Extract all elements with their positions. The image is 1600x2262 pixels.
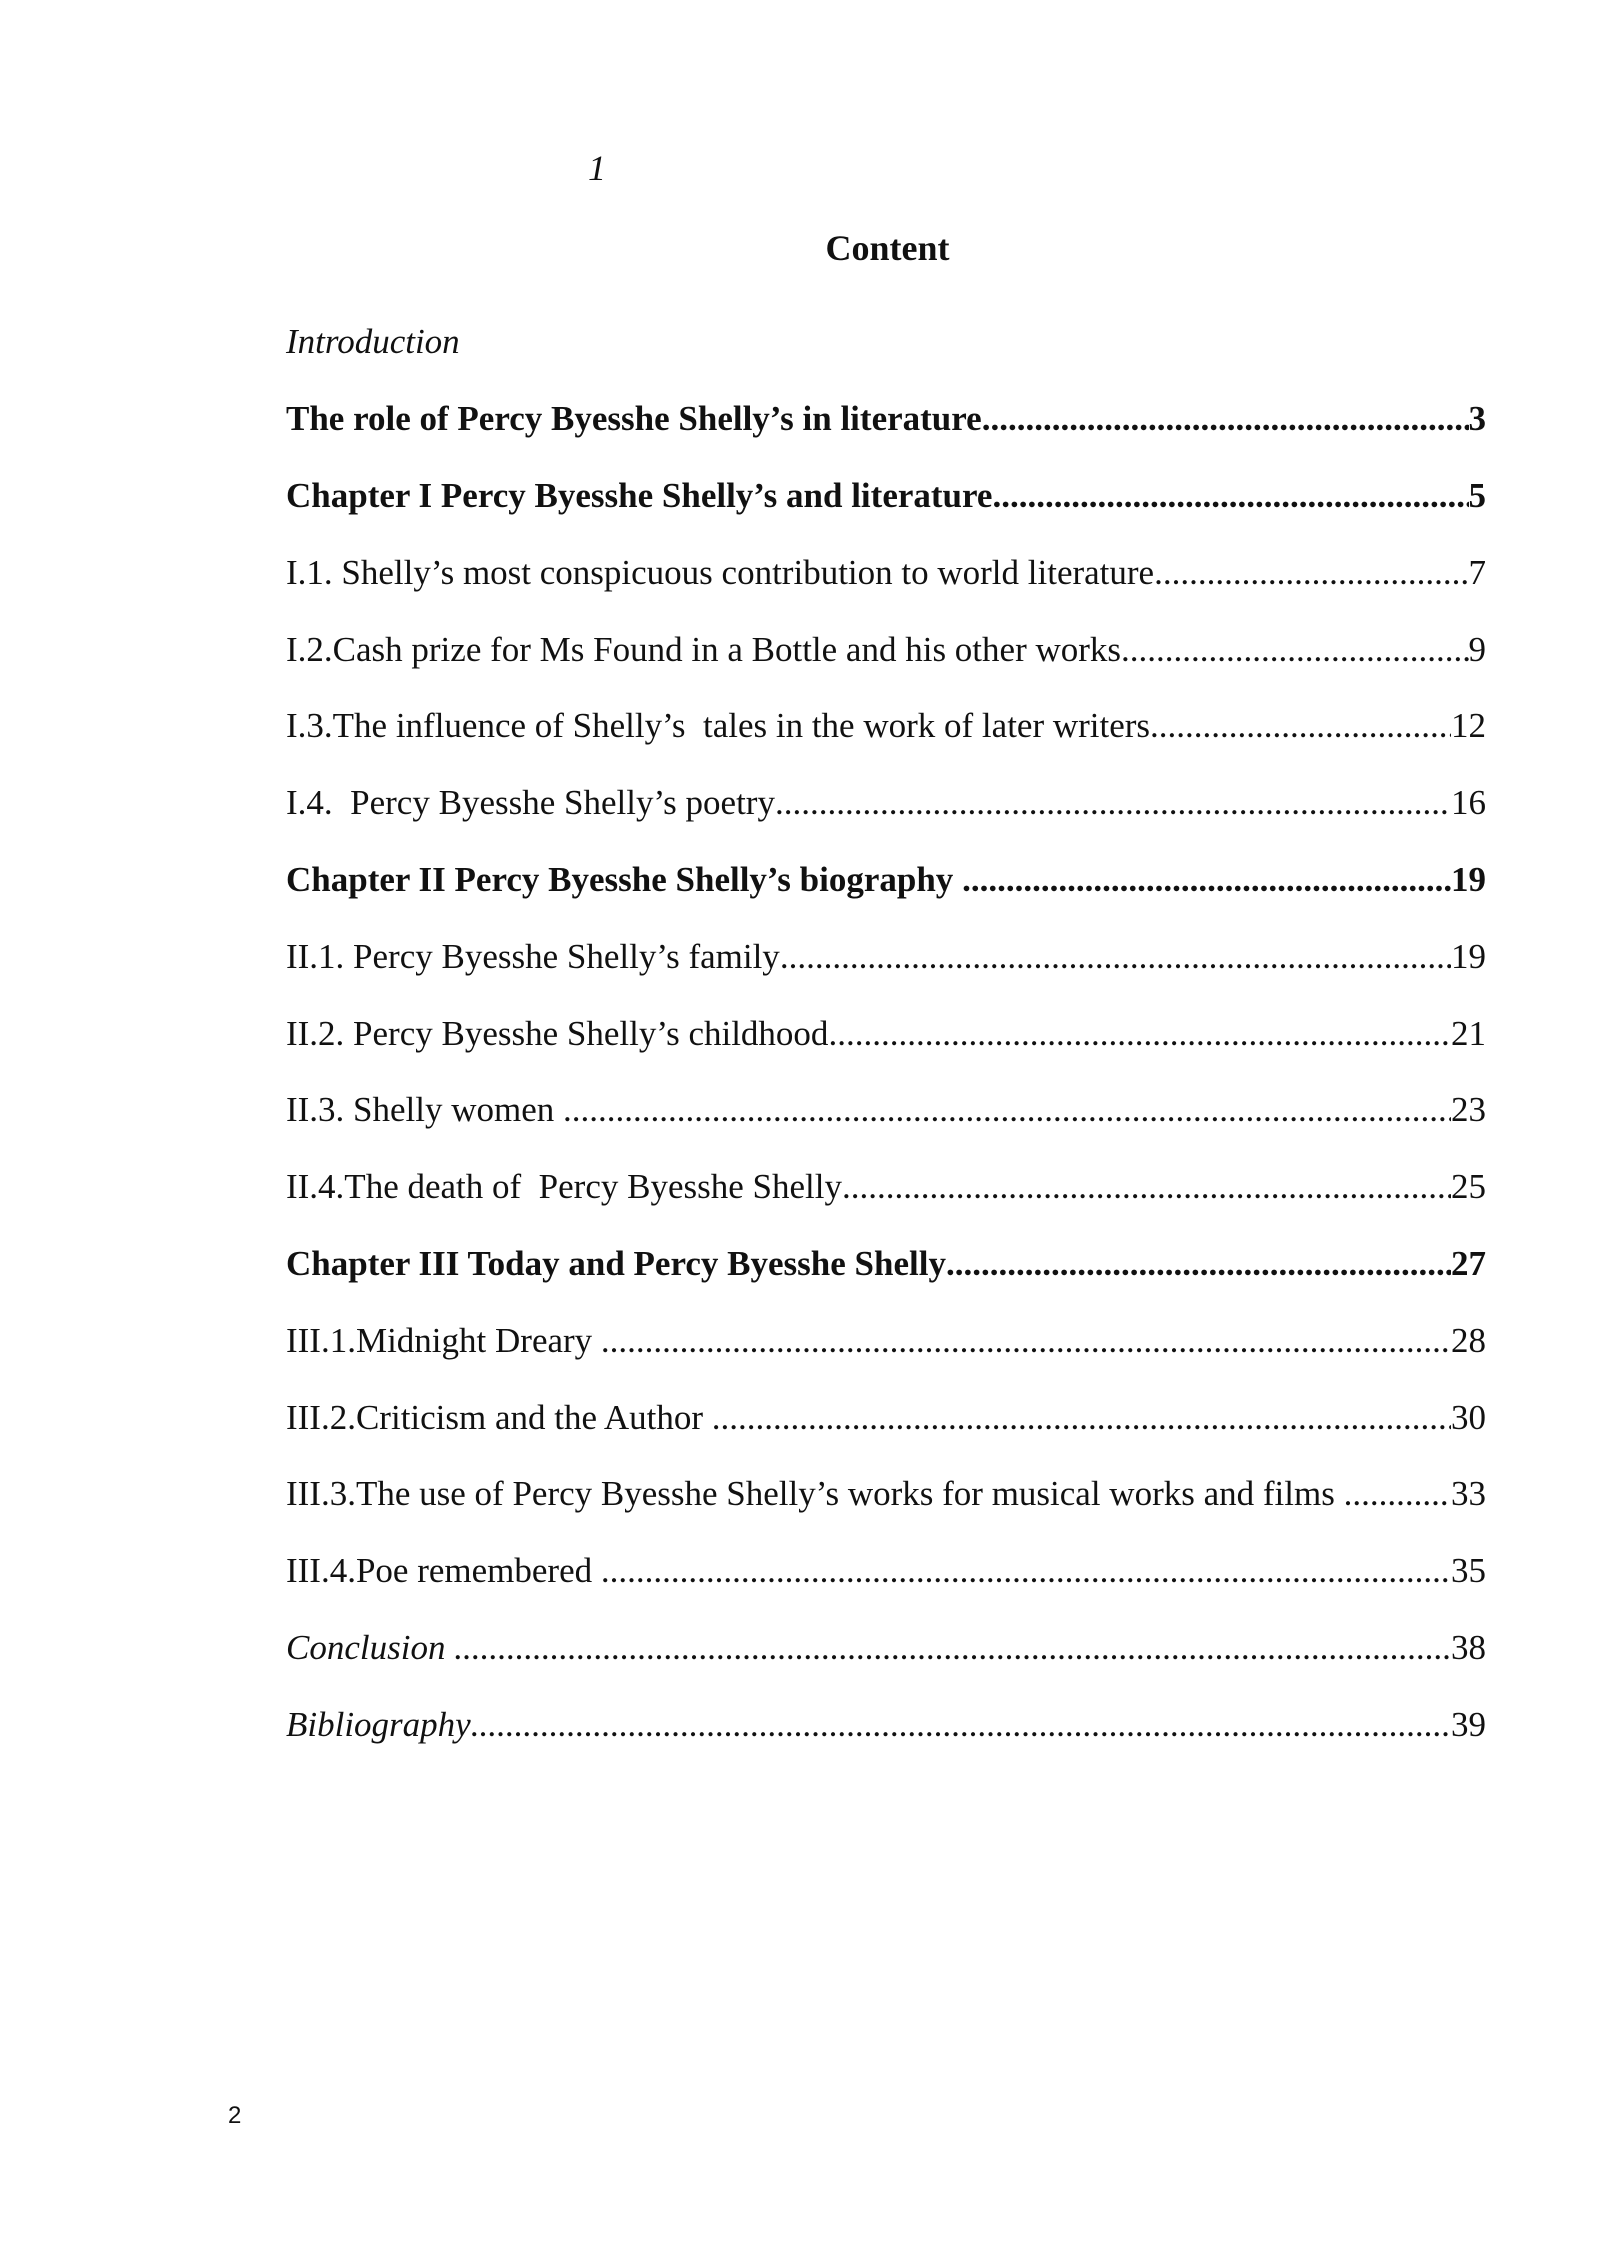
toc-entry xyxy=(286,611,1486,688)
table-of-contents xyxy=(286,304,1486,1763)
toc-dot-leader xyxy=(992,475,1468,517)
toc-entry xyxy=(286,842,1486,919)
footer-page-number: 2 xyxy=(228,2102,242,2129)
toc-entry xyxy=(286,688,1486,765)
toc-entry-label: I.2.Cash prize for Ms Found in a Bottle and his other works xyxy=(286,629,1122,669)
toc-entry-page: 23 xyxy=(1451,1090,1486,1130)
toc-dot-leader xyxy=(962,859,1451,901)
toc-entry-label: III.2.Criticism and the Author xyxy=(286,1397,712,1437)
toc-dot-leader xyxy=(982,398,1469,440)
toc-entry-page: 21 xyxy=(1451,1013,1486,1053)
toc-entry xyxy=(286,304,1486,381)
toc-entry-label: I.1. Shelly’s most conspicuous contribution to world literature xyxy=(286,552,1155,592)
toc-entry xyxy=(286,1456,1486,1533)
toc-entry xyxy=(286,995,1486,1072)
toc-dot-leader xyxy=(601,1320,1451,1362)
toc-entry xyxy=(286,1302,1486,1379)
toc-dot-leader xyxy=(780,936,1451,978)
toc-entry xyxy=(286,1226,1486,1303)
toc-entry-page: 39 xyxy=(1451,1704,1486,1744)
toc-entry-label: III.1.Midnight Dreary xyxy=(286,1320,601,1360)
toc-entry-page: 19 xyxy=(1451,936,1486,976)
toc-entry-page: 35 xyxy=(1451,1551,1486,1591)
toc-entry-label: II.3. Shelly women xyxy=(286,1090,564,1130)
toc-entry-label: Chapter III Today and Percy Byesshe Shelly xyxy=(286,1243,946,1283)
toc-entry-label: I.4. Percy Byesshe Shelly’s poetry xyxy=(286,783,775,823)
toc-entry-label: Chapter I Percy Byesshe Shelly’s and literature xyxy=(286,475,993,515)
toc-dot-leader xyxy=(1154,552,1468,594)
toc-entry-label: II.2. Percy Byesshe Shelly’s childhood xyxy=(286,1013,829,1053)
toc-entry-page: 7 xyxy=(1468,552,1486,592)
toc-dot-leader xyxy=(601,1550,1451,1592)
toc-entry-page: 38 xyxy=(1451,1627,1486,1667)
toc-entry-page: 19 xyxy=(1451,859,1486,899)
toc-entry xyxy=(286,765,1486,842)
toc-entry-page: 30 xyxy=(1451,1397,1486,1437)
toc-entry-label: Bibliography xyxy=(286,1704,471,1744)
toc-entry-label: II.1. Percy Byesshe Shelly’s family xyxy=(286,936,780,976)
toc-entry xyxy=(286,1533,1486,1610)
toc-dot-leader xyxy=(775,782,1451,824)
toc-entry xyxy=(286,458,1486,535)
toc-dot-leader xyxy=(712,1397,1451,1439)
toc-entry-page: 33 xyxy=(1451,1474,1486,1514)
toc-entry xyxy=(286,1149,1486,1226)
toc-dot-leader xyxy=(1150,705,1451,747)
toc-entry-page: 28 xyxy=(1451,1320,1486,1360)
toc-dot-leader xyxy=(1344,1473,1451,1515)
toc-entry-page: 12 xyxy=(1451,706,1486,746)
toc-entry xyxy=(286,918,1486,995)
toc-entry-label: Conclusion xyxy=(286,1627,455,1667)
toc-entry-label: III.3.The use of Percy Byesshe Shelly’s works for musical works and films xyxy=(286,1474,1344,1514)
toc-entry-page: 5 xyxy=(1468,475,1486,515)
toc-entry-page: 25 xyxy=(1451,1167,1486,1207)
toc-entry xyxy=(286,1379,1486,1456)
toc-entry xyxy=(286,534,1486,611)
toc-dot-leader xyxy=(828,1013,1451,1055)
toc-dot-leader xyxy=(946,1243,1451,1285)
toc-dot-leader xyxy=(1121,629,1468,671)
toc-entry-page: 3 xyxy=(1468,399,1486,439)
toc-dot-leader xyxy=(563,1089,1451,1131)
toc-entry-page: 27 xyxy=(1451,1243,1486,1283)
toc-entry-page: 9 xyxy=(1468,629,1486,669)
toc-entry xyxy=(286,1686,1486,1763)
toc-entry-label: II.4.The death of Percy Byesshe Shelly xyxy=(286,1167,842,1207)
toc-dot-leader xyxy=(454,1627,1451,1669)
toc-entry-label: Introduction xyxy=(286,322,460,362)
toc-entry xyxy=(286,1610,1486,1687)
toc-entry xyxy=(286,1072,1486,1149)
toc-entry-page: 16 xyxy=(1451,783,1486,823)
toc-dot-leader xyxy=(842,1166,1451,1208)
toc-dot-leader xyxy=(471,1704,1451,1746)
toc-entry xyxy=(286,381,1486,458)
header-page-number: 1 xyxy=(588,148,606,188)
toc-entry-label: III.4.Poe remembered xyxy=(286,1551,601,1591)
toc-entry-label: Chapter II Percy Byesshe Shelly’s biography xyxy=(286,859,963,899)
toc-entry-label: The role of Percy Byesshe Shelly’s in literature xyxy=(286,399,982,439)
page-title: Content xyxy=(825,228,950,268)
toc-entry-label: I.3.The influence of Shelly’s tales in the work of later writers xyxy=(286,706,1151,746)
